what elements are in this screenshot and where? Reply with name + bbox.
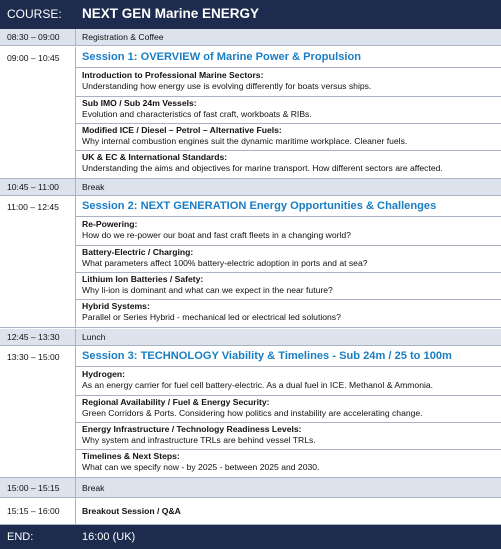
item-description: Evolution and characteristics of fast craft, workboats & RIBs. <box>82 109 312 119</box>
session-title: Session 2: NEXT GENERATION Energy Opportunities & Challenges <box>82 200 437 212</box>
column-divider <box>75 29 76 46</box>
time-slot: 09:00 – 10:45 <box>7 53 60 63</box>
session-item <box>82 219 493 241</box>
session-item <box>82 247 493 269</box>
column-divider <box>75 498 76 525</box>
item-description: Parallel or Series Hybrid - mechanical led or electrical led solutions? <box>82 312 341 322</box>
session-title: Session 3: TECHNOLOGY Viability & Timelines - Sub 24m / 25 to 100m <box>82 350 452 362</box>
item-title: Hybrid Systems: <box>82 301 150 311</box>
schedule-row-breakout <box>0 498 501 525</box>
item-title: Timelines & Next Steps: <box>82 451 180 461</box>
item-title: Sub IMO / Sub 24m Vessels: <box>82 98 197 108</box>
course-header <box>0 0 501 29</box>
row-label: Breakout Session / Q&A <box>82 506 181 516</box>
item-title: Regional Availability / Fuel & Energy Security: <box>82 397 270 407</box>
time-slot: 13:30 – 15:00 <box>7 352 60 362</box>
session-item <box>82 451 493 473</box>
item-title: Modified ICE / Diesel – Petrol – Alternative Fuels: <box>82 125 282 135</box>
item-description: Understanding how energy use is evolving differently for boats versus ships. <box>82 81 372 91</box>
session-title: Session 1: OVERVIEW of Marine Power & Propulsion <box>82 51 362 63</box>
end-time: 16:00 (UK) <box>82 531 136 543</box>
session-item <box>82 369 493 391</box>
session-item <box>82 274 493 296</box>
schedule-row-registration <box>0 29 501 46</box>
row-label: Break <box>82 483 105 493</box>
item-title: Lithium Ion Batteries / Safety: <box>82 274 204 284</box>
course-footer <box>0 525 501 549</box>
row-label: Break <box>82 182 105 192</box>
course-label: COURSE: <box>7 7 62 21</box>
time-slot: 11:00 – 12:45 <box>7 202 59 212</box>
item-title: Hydrogen: <box>82 369 125 379</box>
item-title: Battery-Electric / Charging: <box>82 247 194 257</box>
session-item <box>82 397 493 419</box>
column-divider <box>75 329 76 346</box>
schedule-row-break <box>0 478 501 498</box>
session-item <box>82 152 493 174</box>
session-item <box>82 424 493 446</box>
time-slot: 12:45 – 13:30 <box>7 332 60 342</box>
column-divider <box>75 179 76 196</box>
session-row-2 <box>0 196 501 328</box>
item-description: Understanding the aims and objectives for marine transport. How different sectors are affected. <box>82 163 443 173</box>
row-label: Lunch <box>82 332 106 342</box>
session-item <box>82 301 493 323</box>
item-title: Energy Infrastructure / Technology Readiness Levels: <box>82 424 302 434</box>
session-row-3 <box>0 346 501 478</box>
item-description: Why li-ion is dominant and what can we expect in the near future? <box>82 285 333 295</box>
row-label: Registration & Coffee <box>82 32 164 42</box>
item-description: Why internal combustion engines suit the dynamic maritime workplace. Cleaner fuels. <box>82 136 408 146</box>
item-description: What can we specify now - by 2025 - between 2025 and 2030. <box>82 462 320 472</box>
item-description: Why system and infrastructure TRLs are behind vessel TRLs. <box>82 435 316 445</box>
item-title: UK & EC & International Standards: <box>82 152 228 162</box>
time-slot: 15:15 – 16:00 <box>7 506 60 516</box>
column-divider <box>75 478 76 498</box>
item-title: Re-Powering: <box>82 219 138 229</box>
end-label: END: <box>7 531 34 543</box>
course-title: NEXT GEN Marine ENERGY <box>82 6 260 21</box>
item-description: What parameters affect 100% battery-electric adoption in ports and at sea? <box>82 258 368 268</box>
item-description: How do we re-power our boat and fast craft fleets in a changing world? <box>82 230 351 240</box>
schedule-row-break <box>0 179 501 196</box>
item-description: Green Corridors & Ports. Considering how politics and instability are accelerating change. <box>82 408 423 418</box>
session-item <box>82 125 493 147</box>
schedule-row-lunch <box>0 329 501 346</box>
time-slot: 10:45 – 11:00 <box>7 182 59 192</box>
session-item <box>82 98 493 120</box>
session-row-1 <box>0 47 501 179</box>
item-title: Introduction to Professional Marine Sectors: <box>82 70 264 80</box>
item-description: As an energy carrier for fuel cell battery-electric. As a dual fuel in ICE. Methanol & Ammonia. <box>82 380 434 390</box>
time-slot: 08:30 – 09:00 <box>7 32 60 42</box>
session-item <box>82 70 493 92</box>
time-slot: 15:00 – 15:15 <box>7 483 60 493</box>
